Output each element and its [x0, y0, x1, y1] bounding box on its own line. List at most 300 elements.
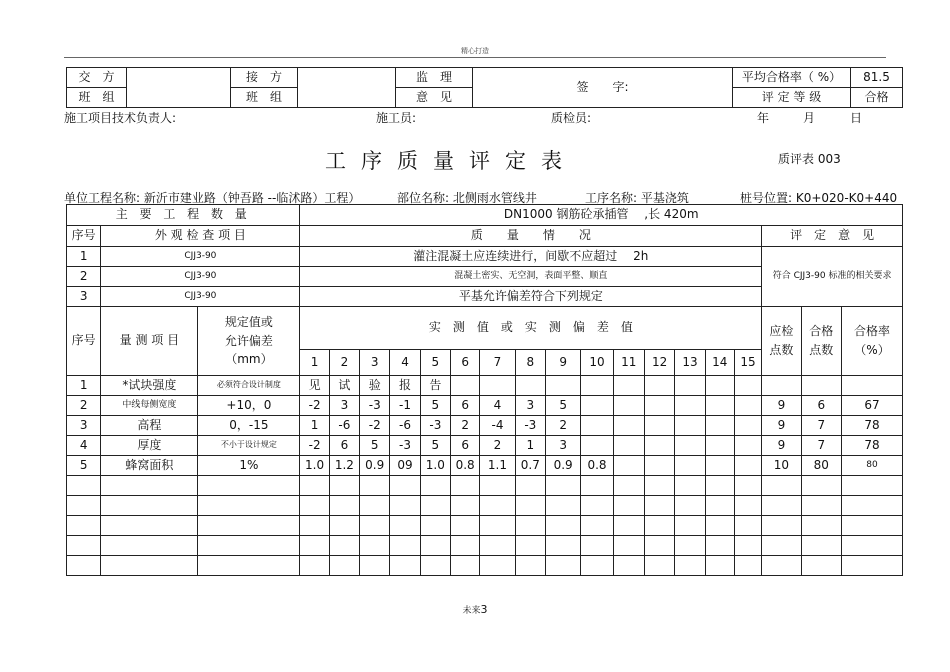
measured-value — [644, 436, 674, 456]
empty-cell[interactable] — [644, 516, 674, 536]
appearance-desc: 平基允许偏差符合下列规定 — [300, 287, 762, 307]
empty-cell[interactable] — [300, 556, 329, 576]
empty-cell[interactable] — [734, 476, 761, 496]
empty-cell[interactable] — [101, 496, 198, 516]
empty-cell[interactable] — [360, 536, 390, 556]
measured-value — [705, 416, 734, 436]
points-header-line1: 应检 — [769, 323, 794, 338]
empty-cell[interactable] — [329, 556, 359, 576]
measured-value: 4 — [480, 396, 515, 416]
empty-cell[interactable] — [329, 536, 359, 556]
measured-value: 0.9 — [360, 456, 390, 476]
column-number: 2 — [329, 350, 359, 376]
supervision-label-2: 意 见 — [396, 88, 473, 108]
measured-value: 1 — [300, 416, 329, 436]
pass-points-header-line1: 合格 — [809, 323, 834, 338]
measured-value: 2 — [451, 416, 480, 436]
supervision-label: 监 理 — [396, 68, 473, 88]
empty-cell[interactable] — [545, 516, 580, 536]
column-number: 7 — [480, 350, 515, 376]
page-number: 3 — [480, 603, 488, 616]
empty-cell[interactable] — [705, 556, 734, 576]
pass-points-value — [801, 376, 841, 396]
empty-cell[interactable] — [801, 536, 841, 556]
empty-cell[interactable] — [705, 536, 734, 556]
empty-cell[interactable] — [451, 476, 480, 496]
empty-cell[interactable] — [734, 496, 761, 516]
empty-cell[interactable] — [675, 536, 705, 556]
measure-seq: 1 — [67, 376, 101, 396]
empty-row — [67, 536, 903, 556]
table-row — [67, 436, 903, 456]
form-code: 质评表 003 — [778, 152, 841, 166]
empty-cell[interactable] — [198, 496, 300, 516]
part-name: 部位名称: 北侧雨水管线井 — [397, 191, 537, 205]
empty-cell[interactable] — [67, 516, 101, 536]
tolerance-header — [198, 307, 300, 376]
empty-cell[interactable] — [300, 536, 329, 556]
tolerance-header-line1: 规定值或 — [224, 315, 273, 330]
empty-cell[interactable] — [329, 496, 359, 516]
pass-points-value: 80 — [801, 456, 841, 476]
empty-cell[interactable] — [842, 496, 903, 516]
measured-value: -1 — [390, 396, 420, 416]
measured-value: 5 — [420, 436, 450, 456]
empty-cell[interactable] — [801, 476, 841, 496]
column-number: 3 — [360, 350, 390, 376]
empty-cell[interactable] — [613, 556, 644, 576]
empty-cell[interactable] — [67, 496, 101, 516]
measured-value: -3 — [420, 416, 450, 436]
empty-cell[interactable] — [390, 496, 420, 516]
table-row — [67, 456, 903, 476]
empty-cell[interactable] — [420, 516, 450, 536]
empty-cell[interactable] — [842, 556, 903, 576]
measured-value: 5 — [360, 436, 390, 456]
measured-value — [644, 456, 674, 476]
tolerance-header-line2: 允许偏差 — [224, 333, 273, 348]
avg-pass-rate-label: 平均合格率（ %） — [733, 68, 851, 88]
empty-cell[interactable] — [67, 536, 101, 556]
tolerance-header-line3: （mm） — [225, 352, 273, 367]
year-label: 年 — [757, 111, 770, 125]
column-number: 14 — [705, 350, 734, 376]
measured-value — [581, 416, 613, 436]
empty-cell[interactable] — [390, 536, 420, 556]
points-value: 9 — [762, 396, 801, 416]
measured-value — [451, 376, 480, 396]
measured-value — [644, 396, 674, 416]
empty-cell[interactable] — [101, 536, 198, 556]
table-row — [67, 376, 903, 396]
appearance-seq: 2 — [67, 267, 101, 287]
empty-cell[interactable] — [451, 536, 480, 556]
measured-value — [734, 396, 761, 416]
points-header-line2: 点数 — [769, 343, 794, 357]
measured-value: 1.0 — [420, 456, 450, 476]
empty-cell[interactable] — [644, 536, 674, 556]
empty-cell[interactable] — [360, 556, 390, 576]
worker-label: 施工员: — [376, 111, 417, 125]
footer-prefix: 未来 — [462, 606, 481, 616]
month-label: 月 — [803, 111, 816, 125]
column-number: 12 — [644, 350, 674, 376]
measured-value: -2 — [300, 396, 329, 416]
empty-cell[interactable] — [480, 496, 515, 516]
column-number: 10 — [581, 350, 613, 376]
empty-cell[interactable] — [545, 556, 580, 576]
column-number: 4 — [390, 350, 420, 376]
measured-value — [480, 376, 515, 396]
header-rule — [64, 57, 886, 58]
quality-status-header: 质 量 情 况 — [300, 226, 762, 247]
empty-cell[interactable] — [581, 476, 613, 496]
measure-item: 中线每侧宽度 — [101, 396, 198, 416]
measured-value: 1.2 — [329, 456, 359, 476]
pass-rate-value — [842, 376, 903, 396]
measure-seq: 3 — [67, 416, 101, 436]
measured-value — [515, 376, 545, 396]
measure-item: 厚度 — [101, 436, 198, 456]
points-value: 9 — [762, 436, 801, 456]
measured-value: 6 — [451, 396, 480, 416]
measured-value — [581, 436, 613, 456]
empty-cell[interactable] — [675, 496, 705, 516]
measured-value: 5 — [420, 396, 450, 416]
measured-value — [613, 436, 644, 456]
empty-cell[interactable] — [705, 476, 734, 496]
column-number: 5 — [420, 350, 450, 376]
measure-seq: 5 — [67, 456, 101, 476]
pass-rate-header-line2: （%） — [854, 343, 890, 357]
empty-cell[interactable] — [420, 496, 450, 516]
empty-cell[interactable] — [101, 556, 198, 576]
measured-value — [613, 376, 644, 396]
handover-team-label-2: 班 组 — [67, 88, 127, 108]
pass-points-value: 7 — [801, 416, 841, 436]
measured-value: -4 — [480, 416, 515, 436]
measured-value — [705, 396, 734, 416]
empty-cell[interactable] — [613, 476, 644, 496]
column-number: 9 — [545, 350, 580, 376]
measured-value: 2 — [545, 416, 580, 436]
empty-cell[interactable] — [545, 496, 580, 516]
pass-points-header-line2: 点数 — [809, 343, 834, 357]
measure-seq: 4 — [67, 436, 101, 456]
appearance-item: CJJ3-90 — [101, 287, 300, 307]
main-quantity-label: 主 要 工 程 数 量 — [67, 205, 300, 226]
receiver-team-label: 接 方 — [231, 68, 298, 88]
measured-value: 6 — [329, 436, 359, 456]
tech-lead-label: 施工项目技术负责人: — [64, 111, 177, 125]
empty-cell[interactable] — [762, 536, 801, 556]
measured-values-header: 实 测 值 或 实 测 偏 差 值 — [300, 307, 762, 350]
pass-rate-value: 67 — [842, 396, 903, 416]
table-row — [67, 247, 903, 267]
empty-cell[interactable] — [644, 476, 674, 496]
measured-value — [734, 376, 761, 396]
measured-value: 0.9 — [545, 456, 580, 476]
measured-value: 告 — [420, 376, 450, 396]
measured-value — [675, 416, 705, 436]
column-number: 13 — [675, 350, 705, 376]
measured-value: 试 — [329, 376, 359, 396]
measured-value: 5 — [545, 396, 580, 416]
empty-cell[interactable] — [480, 536, 515, 556]
empty-cell[interactable] — [515, 556, 545, 576]
empty-cell[interactable] — [420, 536, 450, 556]
appearance-desc: 灌注混凝土应连续进行，间歇不应超过 2h — [300, 247, 762, 267]
evaluation-text: 符合 CJJ3-90 标准的相关要求 — [762, 247, 903, 307]
measured-value: 09 — [390, 456, 420, 476]
unit-project-name: 单位工程名称: 新沂市建业路（钟吾路 --临沭路）工程） — [64, 191, 361, 205]
measure-item: 蜂窝面积 — [101, 456, 198, 476]
empty-cell[interactable] — [675, 476, 705, 496]
measured-value: 3 — [329, 396, 359, 416]
empty-cell[interactable] — [360, 496, 390, 516]
empty-cell[interactable] — [762, 496, 801, 516]
empty-row — [67, 496, 903, 516]
process-name: 工序名称: 平基浇筑 — [585, 191, 689, 205]
empty-row — [67, 516, 903, 536]
signature-cell[interactable]: 签 字: — [473, 68, 733, 108]
empty-cell[interactable] — [480, 476, 515, 496]
measured-value — [734, 436, 761, 456]
measured-value: 6 — [451, 436, 480, 456]
measured-value — [675, 436, 705, 456]
empty-cell[interactable] — [581, 516, 613, 536]
empty-cell[interactable] — [613, 516, 644, 536]
measured-value: 2 — [480, 436, 515, 456]
measured-value: 3 — [545, 436, 580, 456]
empty-cell[interactable] — [300, 476, 329, 496]
footer-page-mark — [0, 603, 950, 616]
measured-value: 验 — [360, 376, 390, 396]
empty-cell[interactable] — [420, 476, 450, 496]
measure-item: *试块强度 — [101, 376, 198, 396]
measured-value — [705, 376, 734, 396]
empty-cell[interactable] — [451, 556, 480, 576]
empty-cell[interactable] — [515, 476, 545, 496]
measured-value — [675, 456, 705, 476]
appearance-item: CJJ3-90 — [101, 267, 300, 287]
empty-cell[interactable] — [842, 476, 903, 496]
measured-value: 3 — [515, 396, 545, 416]
empty-cell[interactable] — [581, 496, 613, 516]
measured-value: -2 — [300, 436, 329, 456]
empty-row — [67, 556, 903, 576]
empty-cell[interactable] — [734, 536, 761, 556]
appearance-seq: 3 — [67, 287, 101, 307]
page-title: 工序质量评定表 — [325, 149, 577, 173]
measure-item: 高程 — [101, 416, 198, 436]
pass-points-value: 6 — [801, 396, 841, 416]
empty-cell[interactable] — [390, 556, 420, 576]
appearance-seq: 1 — [67, 247, 101, 267]
empty-cell[interactable] — [480, 516, 515, 536]
column-number: 11 — [613, 350, 644, 376]
empty-cell[interactable] — [198, 476, 300, 496]
points-header — [762, 307, 801, 376]
measured-value: -6 — [390, 416, 420, 436]
grade-value: 合格 — [851, 88, 903, 108]
empty-cell[interactable] — [515, 516, 545, 536]
measured-value: 报 — [390, 376, 420, 396]
empty-cell[interactable] — [545, 476, 580, 496]
measured-value: 0.8 — [581, 456, 613, 476]
pass-rate-header — [842, 307, 903, 376]
measured-value — [644, 376, 674, 396]
measured-value: -6 — [329, 416, 359, 436]
empty-cell[interactable] — [329, 476, 359, 496]
empty-cell[interactable] — [300, 496, 329, 516]
measure-seq-header: 序号 — [67, 307, 101, 376]
empty-cell[interactable] — [705, 516, 734, 536]
empty-cell[interactable] — [390, 476, 420, 496]
pass-points-value: 7 — [801, 436, 841, 456]
measure-seq: 2 — [67, 396, 101, 416]
appearance-desc: 混凝土密实、无空洞，表面平整、顺直 — [300, 267, 762, 287]
measured-value: 见 — [300, 376, 329, 396]
pass-rate-value: 78 — [842, 416, 903, 436]
empty-cell[interactable] — [451, 516, 480, 536]
tolerance-value: 必须符合设计制度 — [198, 376, 300, 396]
measure-item-header: 量 测 项 目 — [101, 307, 198, 376]
pass-rate-value: 78 — [842, 436, 903, 456]
measured-value — [734, 416, 761, 436]
column-number: 8 — [515, 350, 545, 376]
empty-cell[interactable] — [644, 556, 674, 576]
measured-value — [613, 396, 644, 416]
column-number: 6 — [451, 350, 480, 376]
measured-value — [581, 396, 613, 416]
handover-table — [66, 67, 903, 108]
header-watermark: 精心打造 — [461, 47, 489, 55]
tolerance-value: 不小于设计规定 — [198, 436, 300, 456]
measured-value — [705, 436, 734, 456]
inspector-label: 质检员: — [551, 111, 592, 125]
day-label: 日 — [850, 111, 863, 125]
measured-value — [734, 456, 761, 476]
appearance-item-header: 外 观 检 查 项 目 — [101, 226, 300, 247]
empty-cell[interactable] — [360, 516, 390, 536]
empty-cell[interactable] — [842, 516, 903, 536]
empty-cell[interactable] — [198, 536, 300, 556]
receiver-team-label-2: 班 组 — [231, 88, 298, 108]
empty-cell[interactable] — [101, 516, 198, 536]
empty-cell[interactable] — [67, 556, 101, 576]
empty-cell[interactable] — [198, 516, 300, 536]
empty-cell[interactable] — [480, 556, 515, 576]
pass-rate-value: 80 — [842, 456, 903, 476]
measured-value — [675, 396, 705, 416]
empty-cell[interactable] — [675, 516, 705, 536]
empty-cell[interactable] — [67, 476, 101, 496]
empty-cell[interactable] — [515, 496, 545, 516]
pass-points-header — [801, 307, 841, 376]
empty-cell[interactable] — [581, 536, 613, 556]
measured-value — [581, 376, 613, 396]
points-value — [762, 376, 801, 396]
measured-value: -3 — [390, 436, 420, 456]
appearance-item: CJJ3-90 — [101, 247, 300, 267]
empty-cell[interactable] — [329, 516, 359, 536]
empty-row — [67, 476, 903, 496]
handover-team-label: 交 方 — [67, 68, 127, 88]
measured-value: -3 — [360, 396, 390, 416]
points-value: 9 — [762, 416, 801, 436]
tolerance-value: 1% — [198, 456, 300, 476]
measured-value — [613, 416, 644, 436]
pass-rate-header-line1: 合格率 — [854, 323, 891, 338]
empty-cell[interactable] — [675, 556, 705, 576]
handover-team-value[interactable] — [127, 68, 231, 108]
grade-label: 评 定 等 级 — [733, 88, 851, 108]
empty-cell[interactable] — [801, 556, 841, 576]
empty-cell[interactable] — [515, 536, 545, 556]
empty-cell[interactable] — [101, 476, 198, 496]
station-position: 桩号位置: K0+020-K0+440 — [740, 191, 898, 205]
receiver-team-value[interactable] — [298, 68, 396, 108]
measured-value — [613, 456, 644, 476]
points-value: 10 — [762, 456, 801, 476]
empty-cell[interactable] — [734, 516, 761, 536]
avg-pass-rate-value: 81.5 — [851, 68, 903, 88]
empty-cell[interactable] — [762, 516, 801, 536]
empty-cell[interactable] — [762, 556, 801, 576]
measured-value: 0.8 — [451, 456, 480, 476]
main-quantity-value: DN1000 钢筋砼承插管 ,长 420m — [300, 205, 903, 226]
empty-cell[interactable] — [198, 556, 300, 576]
column-number: 15 — [734, 350, 761, 376]
measured-value: -2 — [360, 416, 390, 436]
empty-cell[interactable] — [390, 516, 420, 536]
measured-value: -3 — [515, 416, 545, 436]
measured-value — [675, 376, 705, 396]
measured-value: 0.7 — [515, 456, 545, 476]
empty-cell[interactable] — [734, 556, 761, 576]
measured-value: 1.1 — [480, 456, 515, 476]
column-number: 1 — [300, 350, 329, 376]
empty-cell[interactable] — [613, 536, 644, 556]
table-row — [67, 396, 903, 416]
empty-cell[interactable] — [420, 556, 450, 576]
empty-cell[interactable] — [801, 516, 841, 536]
empty-cell[interactable] — [644, 496, 674, 516]
measured-value: 1 — [515, 436, 545, 456]
empty-cell[interactable] — [545, 536, 580, 556]
measured-value — [644, 416, 674, 436]
empty-cell[interactable] — [613, 496, 644, 516]
empty-cell[interactable] — [762, 476, 801, 496]
empty-cell[interactable] — [360, 476, 390, 496]
evaluation-header: 评 定 意 见 — [762, 226, 903, 247]
empty-cell[interactable] — [842, 536, 903, 556]
appearance-seq-header: 序号 — [67, 226, 101, 247]
measured-value: 1.0 — [300, 456, 329, 476]
measured-value — [705, 456, 734, 476]
table-row — [67, 416, 903, 436]
empty-cell[interactable] — [581, 556, 613, 576]
tolerance-value: +10，0 — [198, 396, 300, 416]
quality-table — [66, 204, 903, 576]
measured-value — [545, 376, 580, 396]
empty-cell[interactable] — [451, 496, 480, 516]
empty-cell[interactable] — [300, 516, 329, 536]
empty-cell[interactable] — [801, 496, 841, 516]
tolerance-value: 0，-15 — [198, 416, 300, 436]
empty-cell[interactable] — [705, 496, 734, 516]
